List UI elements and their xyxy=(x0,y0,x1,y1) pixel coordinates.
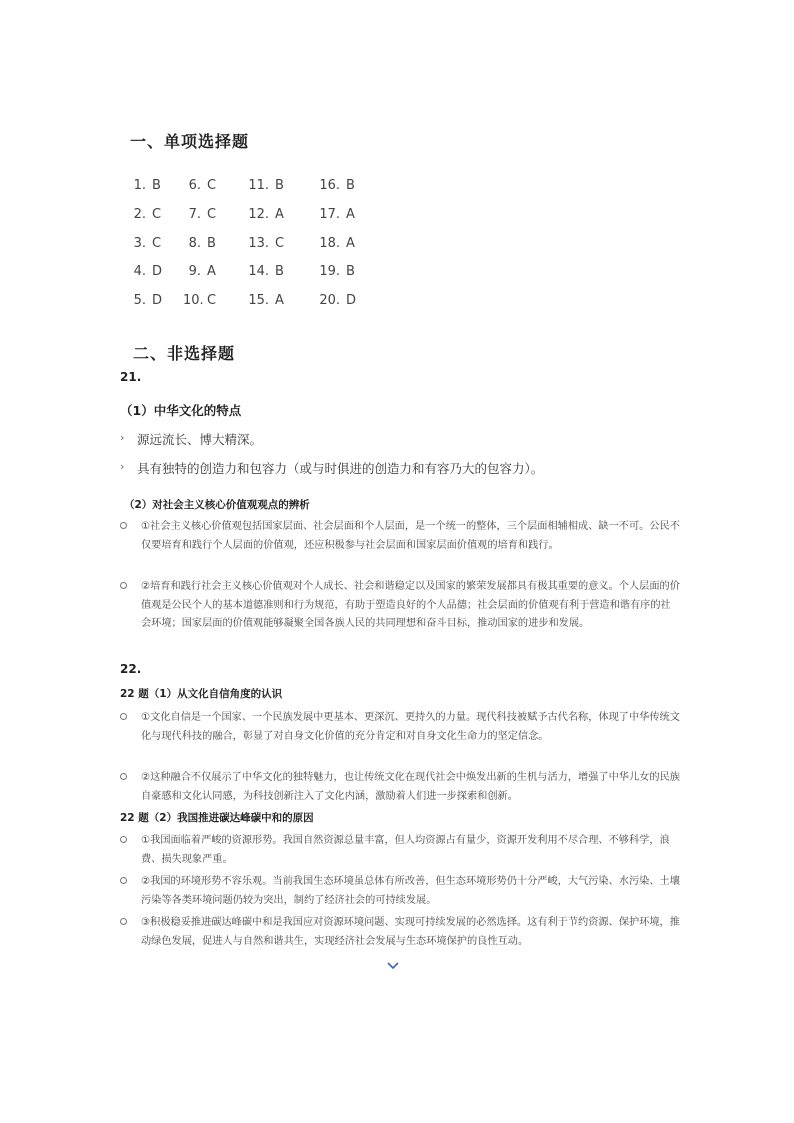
answer-item xyxy=(245,178,284,193)
answer-item xyxy=(245,293,284,308)
answer-choice: D xyxy=(346,293,357,308)
answer-choice: A xyxy=(207,264,216,279)
answer-choice: C xyxy=(207,178,217,193)
answer-choice: A xyxy=(275,207,284,222)
answer-number: 8. xyxy=(188,236,201,251)
answer-number: 5. xyxy=(133,293,146,308)
answer-item xyxy=(316,236,355,251)
answer-number: 19. xyxy=(319,264,340,279)
list-item: ①我国面临着严峻的资源形势。我国自然资源总量丰富，但人均资源占有量少，资源开发利用不尽合理、不够科学，浪费、损失现象严重。 xyxy=(120,832,680,869)
answer-item xyxy=(128,264,162,279)
answer-number: 20. xyxy=(319,293,340,308)
answer-item xyxy=(245,236,284,251)
answer-number: 2. xyxy=(133,207,146,222)
answer-number: 10. xyxy=(183,293,204,308)
answer-choice: C xyxy=(152,207,162,222)
list-item: ②这种融合不仅展示了中华文化的独特魅力，也让传统文化在现代社会中焕发出新的生机与活力，增强了中华儿女的民族自豪感和文化认同感，为科技创新注入了文化内涵，激励着人们进一步探索和创新。 xyxy=(120,769,680,806)
answer-number: 13. xyxy=(248,236,269,251)
answer-number: 3. xyxy=(133,236,146,251)
answer-choice: B xyxy=(346,264,355,279)
answer-item xyxy=(183,293,216,308)
answer-choice: C xyxy=(275,236,285,251)
chevron-right-icon: › xyxy=(120,460,125,473)
answer-item xyxy=(245,264,284,279)
list-item: ③积极稳妥推进碳达峰碳中和是我国应对资源环境问题、实现可持续发展的必然选择。这有利于节约资源、保护环境，推动绿色发展，促进人与自然和谐共生，实现经济社会发展与生态环境保护的良性互动。 xyxy=(120,914,680,951)
answer-choice: C xyxy=(152,236,162,251)
bullet-icon xyxy=(120,522,127,529)
q21-part2-title: （2）对社会主义核心价值观观点的辨析 xyxy=(124,499,310,511)
bullet-icon xyxy=(120,877,127,884)
answer-item xyxy=(316,264,355,279)
list-item: › 具有独特的创造力和包容力（或与时俱进的创造力和有容乃大的包容力）。 xyxy=(120,460,544,476)
answer-choice: A xyxy=(275,293,284,308)
answer-choice: B xyxy=(275,178,284,193)
chevron-right-icon: › xyxy=(120,431,125,444)
answer-item xyxy=(183,207,216,222)
list-item: ①文化自信是一个国家、一个民族发展中更基本、更深沉、更持久的力量。现代科技被赋予古代名称，体现了中华传统文化与现代科技的融合，彰显了对自身文化价值的充分肯定和对自身文化生命力的坚定信念。 xyxy=(120,709,680,746)
chevron-down-icon xyxy=(378,955,408,975)
answer-choice: D xyxy=(152,264,163,279)
answer-number: 7. xyxy=(188,207,201,222)
answer-choice: C xyxy=(207,207,217,222)
answer-item xyxy=(316,207,355,222)
answer-choice: B xyxy=(275,264,284,279)
q22-part1-title: 22 题（1）从文化自信角度的认识 xyxy=(120,688,283,700)
answer-item xyxy=(183,236,216,251)
answer-item xyxy=(183,178,216,193)
answer-number: 17. xyxy=(319,207,340,222)
answer-number: 16. xyxy=(319,178,340,193)
answer-item xyxy=(245,207,284,222)
answer-number: 15. xyxy=(248,293,269,308)
answer-choice: A xyxy=(346,207,355,222)
answer-item xyxy=(316,293,356,308)
bullet-icon xyxy=(120,713,127,720)
scroll-down-button[interactable] xyxy=(378,955,408,975)
answer-number: 11. xyxy=(248,178,269,193)
answer-item xyxy=(128,293,162,308)
answer-number: 4. xyxy=(133,264,146,279)
answer-number: 14. xyxy=(248,264,269,279)
answer-item xyxy=(183,264,216,279)
answer-choice: D xyxy=(152,293,163,308)
bullet-icon xyxy=(120,773,127,780)
list-item: ②我国的环境形势不容乐观。当前我国生态环境虽总体有所改善，但生态环境形势仍十分严峻，大气污染、水污染、土壤污染等各类环境问题仍较为突出，制约了经济社会的可持续发展。 xyxy=(120,873,680,910)
answer-item xyxy=(316,178,355,193)
answer-number: 18. xyxy=(319,236,340,251)
section2-title: 二、非选择题 xyxy=(133,344,236,363)
list-item: ①社会主义核心价值观包括国家层面、社会层面和个人层面，是一个统一的整体，三个层面相辅相成、缺一不可。公民不仅要培育和践行个人层面的价值观，还应积极参与社会层面和国家层面价值观的培育和践行。 xyxy=(120,518,680,555)
list-item: › 源远流长、博大精深。 xyxy=(120,431,263,447)
question-22-number: 22. xyxy=(120,662,142,676)
bullet-icon xyxy=(120,918,127,925)
section1-title: 一、单项选择题 xyxy=(130,132,250,151)
q21-part1-title: （1）中华文化的特点 xyxy=(120,403,242,418)
answer-choice: B xyxy=(152,178,161,193)
answer-number: 9. xyxy=(188,264,201,279)
answer-choice: B xyxy=(346,178,355,193)
answer-item xyxy=(128,207,161,222)
answer-number: 12. xyxy=(248,207,269,222)
answer-choice: B xyxy=(207,236,216,251)
answer-number: 6. xyxy=(188,178,201,193)
answer-item xyxy=(128,236,161,251)
bullet-icon xyxy=(120,836,127,843)
bullet-icon xyxy=(120,582,127,589)
q22-part2-title: 22 题（2）我国推进碳达峰碳中和的原因 xyxy=(120,812,314,824)
answer-choice: A xyxy=(346,236,355,251)
list-item: ②培育和践行社会主义核心价值观对个人成长、社会和谐稳定以及国家的繁荣发展都具有极其重要的意义。个人层面的价值观是公民个人的基本道德准则和行为规范，有助于塑造良好的个人品德；社会层面的价值观有利于营造和谐有序的社会环境；国家层面的价值观能够凝聚全国各族人民的共同理想和奋斗目标，推动国家的进步和发展。 xyxy=(120,578,680,634)
answer-number: 1. xyxy=(133,178,146,193)
question-21-number: 21. xyxy=(120,370,142,384)
answer-choice: C xyxy=(207,293,217,308)
answer-item xyxy=(128,178,161,193)
